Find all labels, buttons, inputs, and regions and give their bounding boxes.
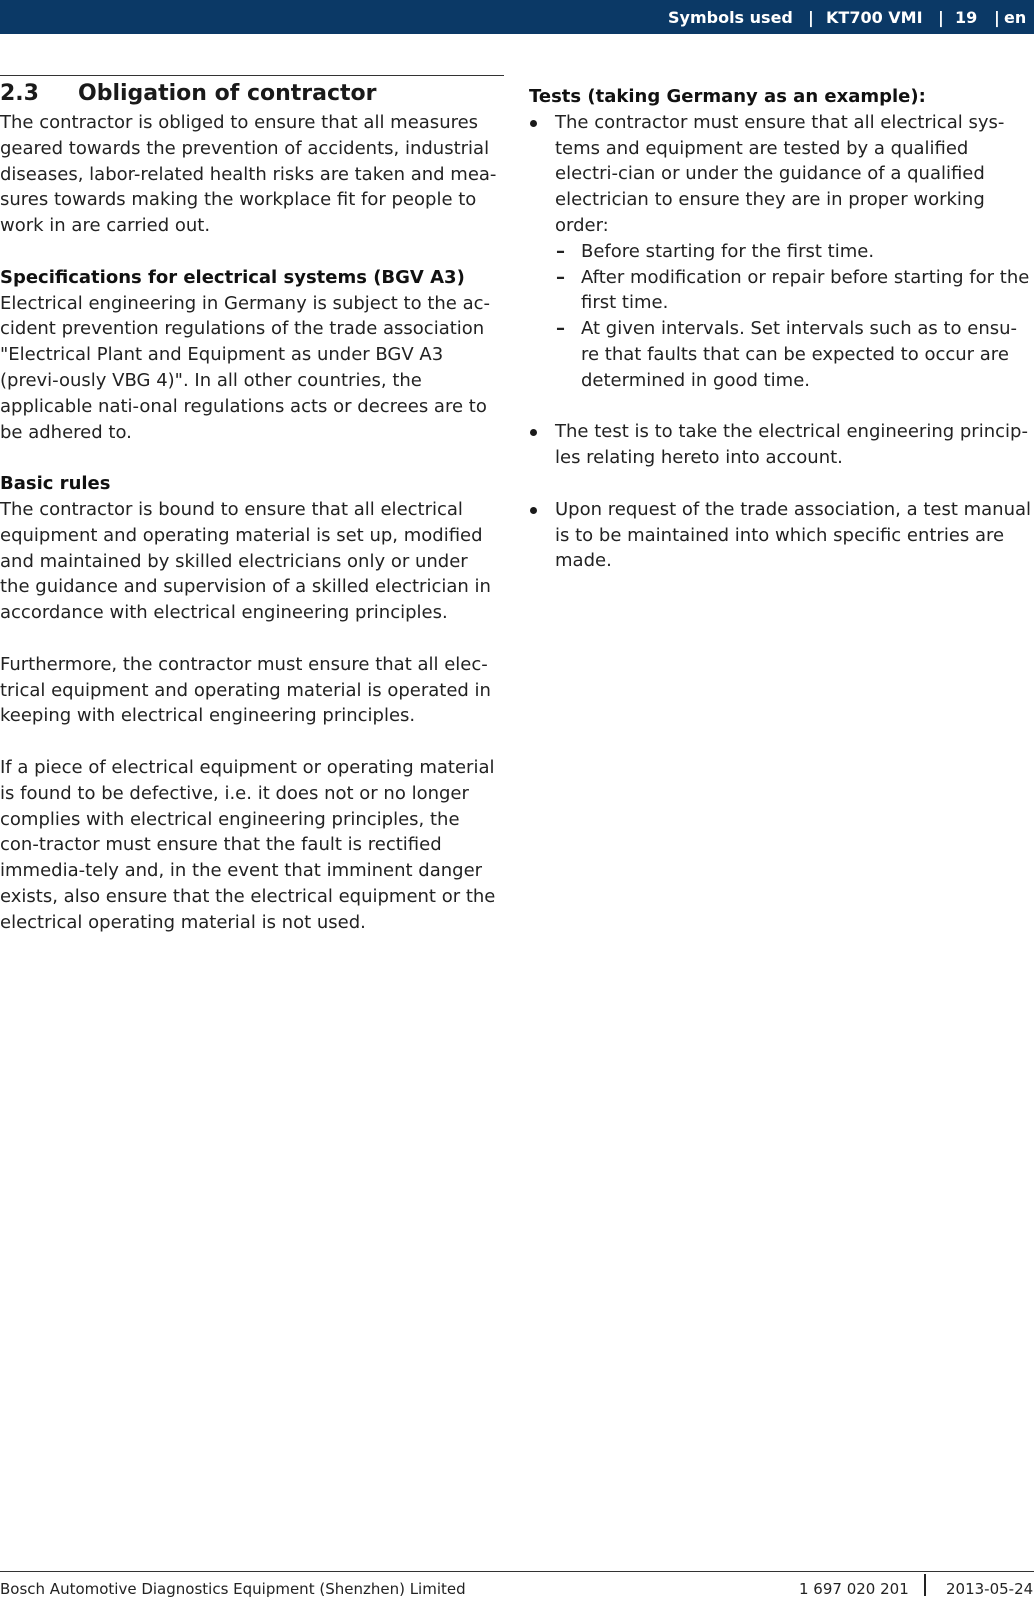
footer-date: 2013-05-24 xyxy=(946,1580,1034,1598)
tests-list xyxy=(529,110,1034,574)
footer-divider xyxy=(924,1574,926,1596)
bullet-icon xyxy=(530,507,537,514)
section-number: 2.3 xyxy=(0,81,39,106)
header-separator: | xyxy=(808,8,814,27)
paragraph-specifications: Electrical engineering in Germany is subject to the ac-cident prevention regulations of the trade association "Electrical Plant and Equipment as under BGV A3 (previ-ously VBG 4)". In all other countries, the applicable nati-onal regulations acts or decrees are to be adhered to. xyxy=(0,292,490,443)
bullet-icon xyxy=(530,120,537,127)
paragraph-defective: If a piece of electrical equipment or operating material is found to be defective, i.e. it does not or no longer complies with electrical engineering principles, the con-tractor must ensure that the fault is rectified immedia-tely and, in the event that imminent danger exists, also ensure that the electrical equipment or the electrical operating material is not used. xyxy=(0,756,496,933)
header-product: KT700 VMI xyxy=(826,8,923,27)
header-language: en xyxy=(1004,8,1027,27)
paragraph-furthermore: Furthermore, the contractor must ensure that all elec-trical equipment and operating material is operated in keeping with electrical engineering principles. xyxy=(0,653,491,727)
footer-doc-number: 1 697 020 201 xyxy=(799,1580,909,1598)
bullet-icon xyxy=(530,429,537,436)
list-item xyxy=(555,265,1034,317)
right-column xyxy=(529,84,1034,574)
list-item xyxy=(555,316,1034,393)
list-item xyxy=(529,110,1034,394)
bullet-text: The contractor must ensure that all electrical sys-tems and equipment are tested by a qualified electri-cian or under the guidance of a qualified electrician to ensure they are in proper working order: xyxy=(555,111,1005,236)
header-section: Symbols used xyxy=(668,8,793,27)
section-rule xyxy=(0,75,504,76)
list-item xyxy=(529,419,1034,471)
dash-text: Before starting for the first time. xyxy=(581,240,875,262)
list-item xyxy=(529,497,1034,574)
dash-text: At given intervals. Set intervals such as to ensu-re that faults that can be expected to occur are determined in good time. xyxy=(581,318,1018,391)
dash-icon: – xyxy=(556,266,565,288)
paragraph-obligation: The contractor is obliged to ensure that all measures geared towards the prevention of accidents, industrial diseases, labor-related health risks are taken and mea-sures towards making the workplace fit for people to work in are carried out. xyxy=(0,112,497,237)
list-item xyxy=(555,239,1034,265)
header-separator: | xyxy=(938,8,944,27)
footer-rule xyxy=(0,1571,1034,1572)
subheading-specifications: Specifications for electrical systems (BGV A3) xyxy=(0,266,465,288)
bullet-text: The test is to take the electrical engineering princip-les relating hereto into account. xyxy=(555,421,1028,469)
dash-text: After modification or repair before starting for the first time. xyxy=(581,266,1030,314)
section-heading xyxy=(0,81,377,106)
subheading-tests: Tests (taking Germany as an example): xyxy=(529,86,926,107)
bullet-text: Upon request of the trade association, a test manual is to be maintained into which specific entries are made. xyxy=(555,498,1032,572)
left-column xyxy=(0,110,502,936)
paragraph-basic-rules: The contractor is bound to ensure that all electrical equipment and operating material is set up, modified and maintained by skilled electricians only or under the guidance and supervision of a skilled electrician in accordance with electrical engineering principles. xyxy=(0,498,491,624)
dash-list xyxy=(555,239,1034,394)
section-title: Obligation of contractor xyxy=(78,81,377,106)
header-page-number: 19 xyxy=(955,8,978,27)
footer-company: Bosch Automotive Diagnostics Equipment (Shenzhen) Limited xyxy=(0,1580,466,1598)
dash-icon: – xyxy=(556,240,565,262)
header-bar xyxy=(0,0,1034,34)
dash-icon: – xyxy=(556,318,565,340)
header-separator: | xyxy=(994,8,1000,27)
subheading-basic-rules: Basic rules xyxy=(0,473,111,495)
